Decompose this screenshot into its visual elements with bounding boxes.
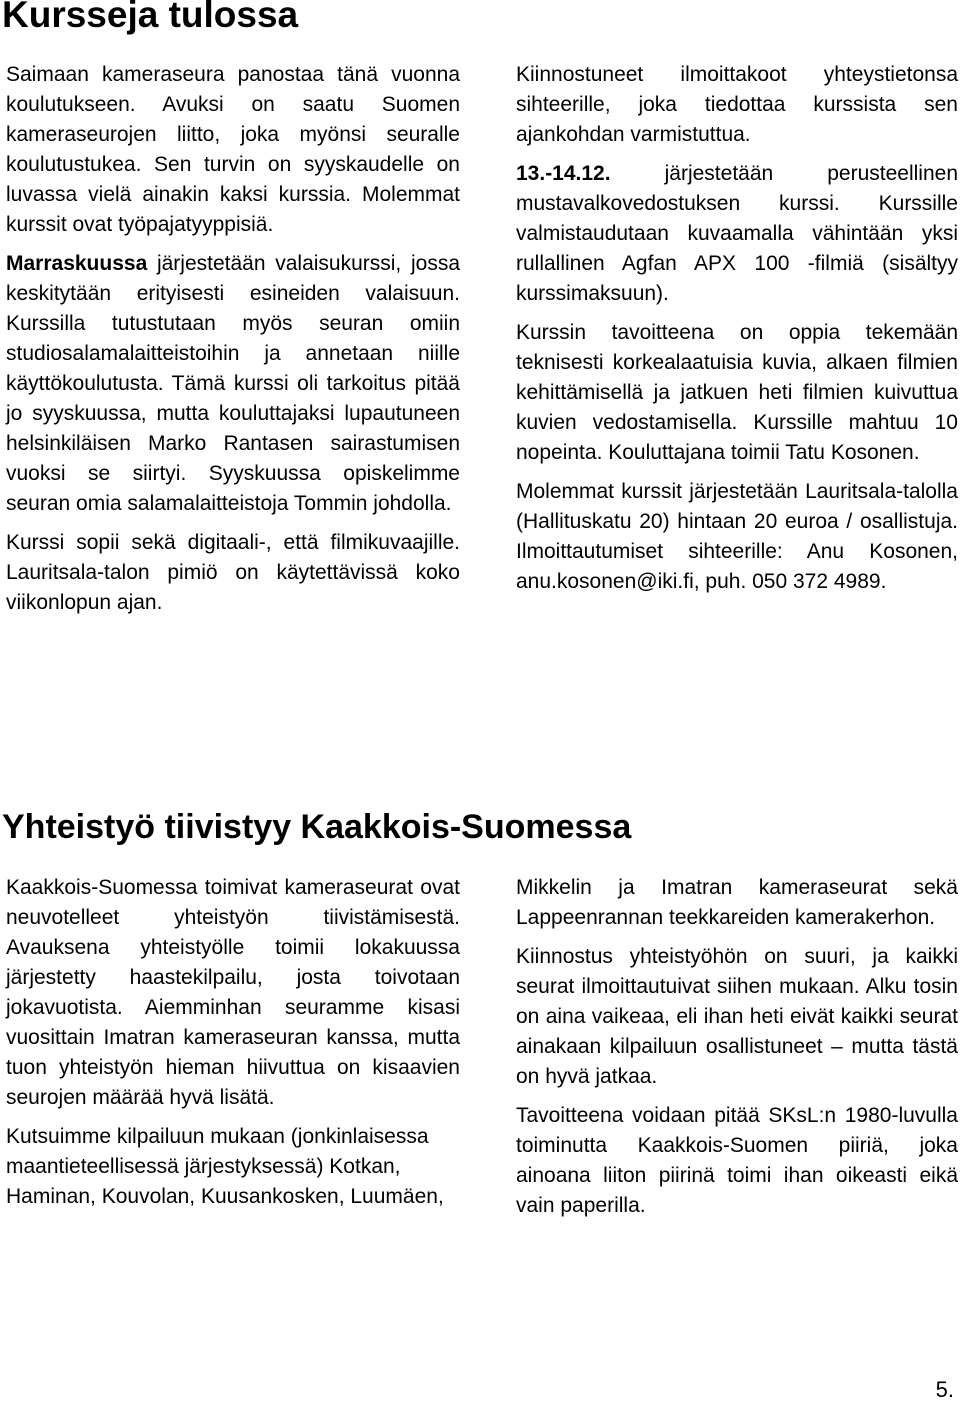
article-column-right <box>516 873 958 1230</box>
article-column-left <box>6 873 460 1221</box>
paragraph: Mikkelin ja Imatran kameraseurat sekä Lappeenrannan teekkareiden kamerakerhon. <box>516 876 958 929</box>
paragraph: Kiinnostus yhteistyöhön on suuri, ja kaikki seurat ilmoittautuivat siihen mukaan. Alku tosin on aina vaikeaa, eli ihan heti eivät kaikki seurat ainakaan kilpailuun osallistuneet – mutta tästä on hyvä jatkaa. <box>516 945 958 1088</box>
paragraph: Kurssin tavoitteena on oppia tekemään teknisesti korkealaatuisia kuvia, alkaen filmien kehittämisellä ja jatkuen heti filmien kuivuttua kuvien vedostamisella. Kurssille mahtuu 10 nopeinta. Kouluttajana toimii Tatu Kosonen. <box>516 321 958 464</box>
page-number: 5. <box>935 1377 954 1402</box>
bold-lead: 13.-14.12. <box>516 162 611 185</box>
paragraph: Molemmat kurssit järjestetään Lauritsala-talolla (Hallituskatu 20) hintaan 20 euroa / osallistuja. Ilmoittautumiset sihteerille: Anu Kosonen, anu.kosonen@iki.fi, puh. 050 372 4989. <box>516 480 958 593</box>
article-column-right <box>516 60 958 606</box>
section-title-kursseja: Kursseja tulossa <box>2 0 299 35</box>
paragraph: Kurssi sopii sekä digitaali-, että filmikuvaajille. Lauritsala-talon pimiö on käytettävissä koko viikonlopun ajan. <box>6 531 460 614</box>
section-title-yhteistyo: Yhteistyö tiivistyy Kaakkois-Suomessa <box>2 808 632 846</box>
paragraph: Kutsuimme kilpailuun mukaan (jonkinlaisessa maantieteellisessä järjestyksessä) Kotkan, Haminan, Kouvolan, Kuusankosken, Luumäen, <box>6 1125 444 1208</box>
paragraph: Saimaan kameraseura panostaa tänä vuonna koulutukseen. Avuksi on saatu Suomen kameraseurojen liitto, joka myönsi seuralle koulutustukea. Sen turvin on syyskaudelle on luvassa vielä ainakin kaksi kurssia. Molemmat kurssit ovat työpajatyyppisiä. <box>6 63 460 236</box>
paragraph: Tavoitteena voidaan pitää SKsL:n 1980-luvulla toiminutta Kaakkois-Suomen piiriä, joka ainoana liiton piirinä toimi ihan oikeasti eikä vain paperilla. <box>516 1104 958 1217</box>
paragraph-text: järjestetään perusteellinen mustavalkovedostuksen kurssi. Kurssille valmistaudutaan kuvaamalla vähintään yksi rullallinen Agfan APX 100 -filmiä (sisältyy kurssimaksuun). <box>516 162 958 305</box>
bold-lead: Marraskuussa <box>6 252 148 275</box>
article-column-left <box>6 60 460 627</box>
paragraph: Kiinnostuneet ilmoittakoot yhteystietonsa sihteerille, joka tiedottaa kurssista sen ajankohdan varmistuttua. <box>516 63 958 146</box>
paragraph-text: järjestetään valaisukurssi, jossa keskitytään erityisesti esineiden valaisuun. Kurssilla tutustutaan myös seuran omiin studiosalamalaitteistoihin ja annetaan niille käyttökoulutusta. Tämä kurssi oli tarkoitus pitää jo syyskuussa, mutta kouluttajaksi lupautuneen helsinkiläisen Marko Rantasen sairastumisen vuoksi se siirtyi. Syyskuussa opiskelimme seuran omia salamalaitteistoja Tommin johdolla. <box>6 252 460 515</box>
paragraph <box>6 249 460 519</box>
paragraph <box>516 159 958 309</box>
paragraph: Kaakkois-Suomessa toimivat kameraseurat ovat neuvotelleet yhteistyön tiivistämisestä. Avauksena yhteistyölle toimii lokakuussa järjestetty haastekilpailu, josta toivotaan jokavuotista. Aiemminhan seuramme kisasi vuosittain Imatran kameraseuran kanssa, mutta tuon yhteistyön hieman hiivuttua on kisaavien seurojen määrää hyvä lisätä. <box>6 876 460 1109</box>
